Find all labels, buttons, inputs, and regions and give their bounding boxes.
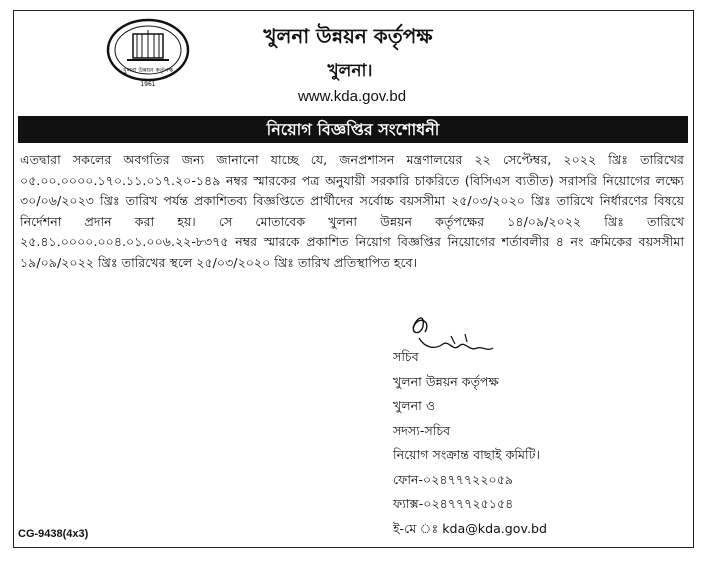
contact-email[interactable]: ই-মে ঃ kda@kda.gov.bd (393, 520, 547, 536)
contact-phone: ফোন-০২৪৭৭৭২২০৫৯ (393, 471, 514, 487)
logo-text: খুলনা উন্নয়ন কর্তৃপক্ষ (122, 67, 174, 74)
notice-title: নিয়োগ বিজ্ঞপ্তির সংশোধনী (18, 116, 688, 143)
signatory-committee: নিয়োগ সংক্রান্ত বাছাই কমিটি। (393, 447, 540, 462)
signatory-org: খুলনা উন্নয়ন কর্তৃপক্ষ (393, 373, 499, 389)
signatory-title: সচিব (393, 349, 419, 364)
kda-logo (105, 18, 191, 88)
org-name: খুলনা উন্নয়ন কর্তৃপক্ষ (263, 24, 433, 48)
ad-code: CG-9438(4x3) (18, 528, 89, 540)
signatory-city: খুলনা ও (393, 398, 436, 413)
contact-fax: ফ্যাক্স-০২৪৭৭৭২৫১৫৪ (393, 496, 514, 511)
signatory-block (393, 345, 547, 541)
notice-paragraph: এতদ্বারা সকলের অবগতির জন্য জানানো যাচ্ছে যে, জনপ্রশাসন মন্ত্রণালয়ের ২২ সেপ্টেম্বর, ২০২২ খ্রিঃ তারিখের ০৫.০০.০০০০.১৭০.১১.০১৭.২০-১৪৯ নম্বর স্মারকের পত্র অনুযায়ী সরকারি চাকরিতে (বিসিএস ব্যতীত) সরাসরি নিয়োগের লক্ষ্যে ৩০/০৬/২০২৩ খ্রিঃ তারিখ পর্যন্ত প্রকাশিতব্য বিজ্ঞপ্তিতে প্রার্থীদের সর্বোচ্চ বয়সসীমা ২৫/০৩/২০২০ খ্রিঃ তারিখে নির্ধারণের বিষয়ে নির্দেশনা প্রদান করা হয়। সে মোতাবেক খুলনা উন্নয়ন কর্তৃপক্ষের ১৪/০৯/২০২২ খ্রিঃ তারিখে ২৫.৪১.০০০০.০০৪.০১.০০৬.২২-৮৩৭৫ নম্বর স্মারকে প্রকাশিত নিয়োগ বিজ্ঞপ্তির নিয়োগের শর্তাবলীর ৪ নং ক্রমিকের বয়সসীমা ১৯/০৯/২০২২ খ্রিঃ তারিখের স্থলে ২৫/০৩/২০২০ খ্রিঃ তারিখ প্রতিস্থাপিত হবে। (20, 152, 684, 270)
notice-body (20, 150, 684, 273)
org-city: খুলনা। (327, 61, 373, 81)
website-link[interactable]: www.kda.gov.bd (297, 88, 407, 105)
signatory-role: সদস্য-সচিব (393, 422, 451, 438)
logo-year: 1961 (140, 81, 156, 88)
